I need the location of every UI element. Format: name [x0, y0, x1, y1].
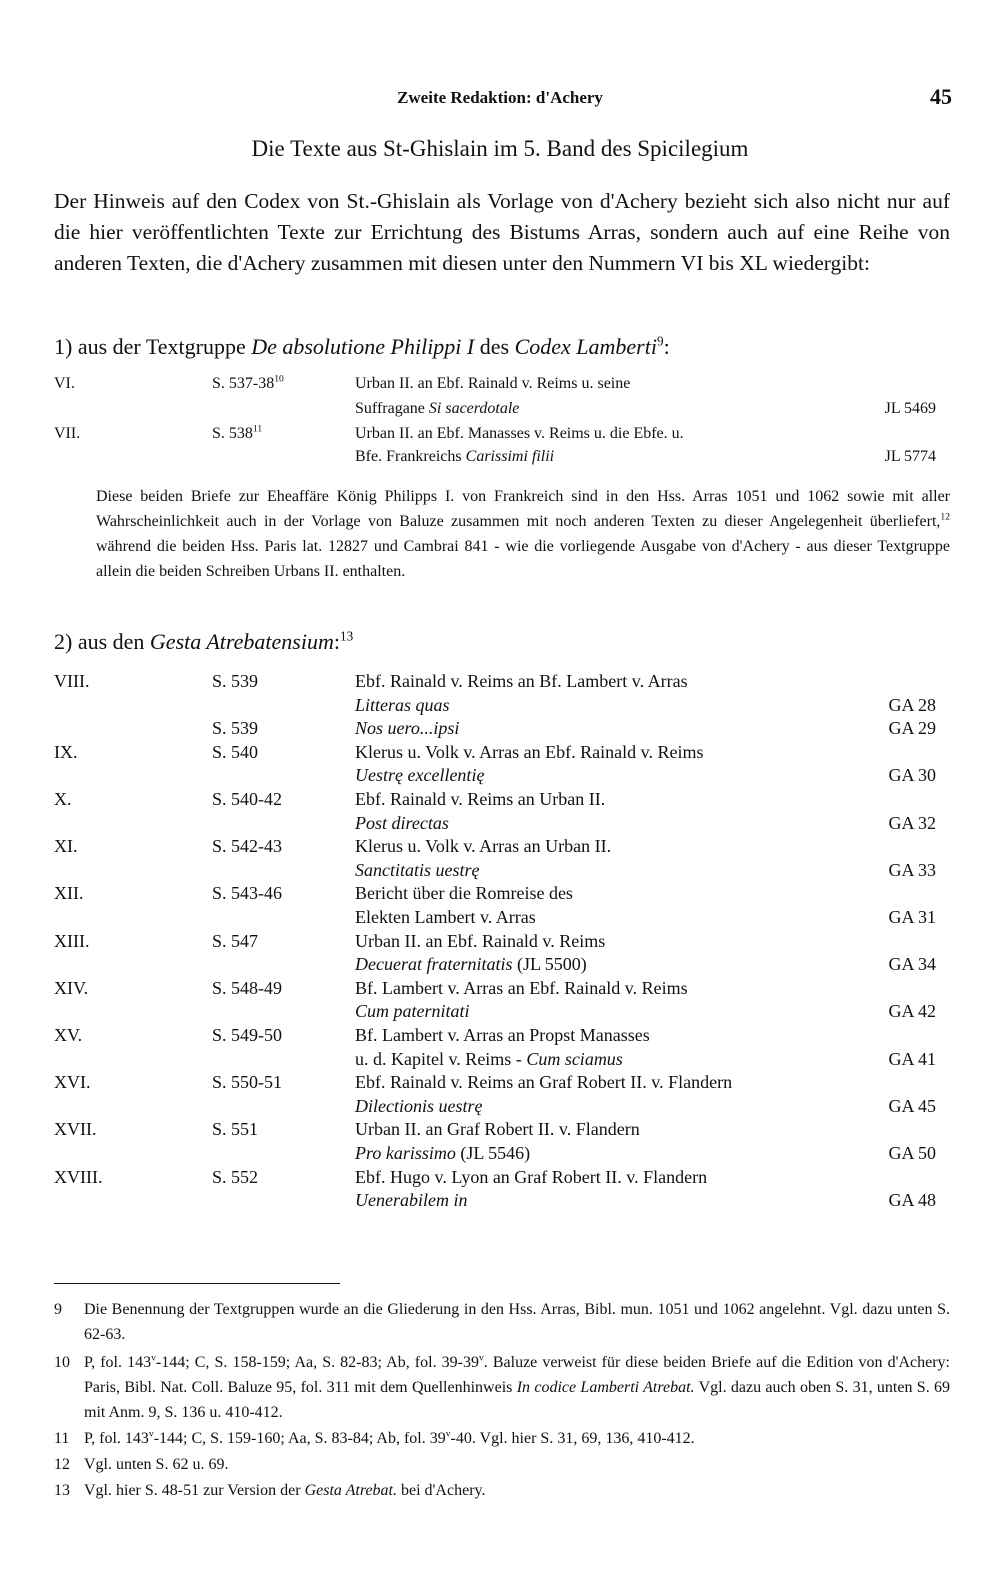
entry-reference: GA 30 [888, 765, 936, 786]
entry-description: Uestrę excellentię [355, 765, 485, 786]
entry-number: VII. [54, 425, 81, 442]
running-head [0, 84, 1000, 112]
footnote-13 [54, 1478, 950, 1503]
entry-description: Klerus u. Volk v. Arras an Urban II. [355, 836, 612, 857]
entry-number: X. [54, 789, 72, 809]
group1-heading [54, 334, 670, 360]
entry-description: Urban II. an Ebf. Rainald v. Reims [355, 930, 606, 951]
entry-page: S. 542-43 [212, 836, 283, 857]
entry-description: Bericht über die Romreise des [355, 883, 573, 904]
entry-description: u. d. Kapitel v. Reims - Cum sciamus [355, 1048, 623, 1069]
entry-page: S. 548-49 [212, 977, 283, 998]
footnote-number: 13 [54, 1482, 70, 1499]
footnote-10 [54, 1350, 950, 1425]
entry-page: S. 539 [212, 718, 259, 739]
page-number: 45 [930, 84, 952, 109]
group2-heading-prefix: 2) aus den [54, 629, 150, 654]
entry-page: S. 540-42 [212, 789, 283, 809]
entry-description: Urban II. an Ebf. Rainald v. Reims u. seine [355, 375, 631, 392]
entry-page: S. 549-50 [212, 1025, 283, 1045]
footnote-divider [54, 1283, 340, 1284]
entry-number: XIII. [54, 930, 90, 951]
group1-heading-italic-title: De absolutione Philippi I [251, 334, 475, 359]
entry-reference: GA 42 [888, 1001, 936, 1022]
entry-reference: GA 28 [888, 694, 936, 715]
group2-heading [54, 629, 353, 655]
entry-number: XIV. [54, 977, 89, 998]
footnote-ref-10[interactable]: 10 [274, 373, 284, 385]
footnote-ref-11[interactable]: 11 [252, 423, 263, 435]
entry-number: XVI. [54, 1072, 91, 1093]
entry-description: Sanctitatis uestrę [355, 859, 480, 880]
entry-reference: JL 5469 [884, 400, 936, 417]
footnote-number: 9 [54, 1301, 62, 1318]
entry-reference: GA 48 [888, 1190, 936, 1211]
footnote-12 [54, 1452, 950, 1477]
footnote-ref-9[interactable]: 9 [656, 333, 664, 349]
footnote-text: Die Benennung der Textgruppen wurde an die Gliederung in den Hss. Arras, Bibl. mun. 1051 und 1062 angelehnt. Vgl. dazu unten S. 62-63. [84, 1301, 950, 1343]
footnote-text: P, fol. 143$^v$-144; C, S. 158-159; Aa, S. 82-83; Ab, fol. 39-39$^v$. Baluze verweist für diese beiden Briefe auf die Edition von d'Achery: Paris, Bibl. Nat. Coll. Baluze 95, fol. 311 mit dem Quellenhinweis In codice Lamberti Atrebat. Vgl. dazu auch oben S. 31, unten S. 69 mit Anm. 9, S. 136 u. 410-412. [84, 1352, 951, 1421]
group1-heading-italic-codex: Codex Lamberti [514, 334, 657, 359]
entry-description: Klerus u. Volk v. Arras an Ebf. Rainald v. Reims [355, 741, 704, 762]
entry-description: Litteras quas [355, 694, 450, 715]
group1-heading-mid: des [474, 334, 515, 359]
entry-description: Ebf. Rainald v. Reims an Graf Robert II. v. Flandern [355, 1072, 733, 1093]
footnote-text: P, fol. 143$^v$-144; C, S. 159-160; Aa, S. 83-84; Ab, fol. 39$^v$-40. Vgl. hier S. 31, 69, 136, 410-412. [84, 1428, 695, 1447]
entry-reference: JL 5774 [884, 448, 936, 465]
footnote-number: 12 [54, 1456, 70, 1473]
group1-heading-prefix: 1) aus der Textgruppe [54, 334, 252, 359]
footnote-ref-12[interactable]: 12 [940, 511, 950, 523]
entry-reference: GA 29 [888, 718, 936, 739]
entry-reference: GA 33 [888, 859, 936, 880]
footnote-ref-13[interactable]: 13 [339, 628, 354, 644]
entry-reference: GA 45 [888, 1095, 936, 1116]
entry-description: Bf. Lambert v. Arras an Ebf. Rainald v. Reims [355, 977, 688, 998]
entry-description: Ebf. Rainald v. Reims an Urban II. [355, 789, 606, 809]
entry-description: Nos uero...ipsi [355, 718, 460, 739]
entry-description: Suffragane Si sacerdotale [355, 400, 520, 417]
running-head-title: Zweite Redaktion: d'Achery [397, 88, 603, 107]
entry-number: XII. [54, 883, 84, 904]
entry-reference: GA 41 [888, 1048, 936, 1069]
entry-description: Elekten Lambert v. Arras [355, 907, 536, 927]
entry-number: XVII. [54, 1119, 97, 1140]
entry-number: IX. [54, 741, 78, 762]
footnote-11 [54, 1426, 950, 1451]
entry-reference: GA 32 [888, 812, 936, 833]
entry-description: Uenerabilem in [355, 1190, 468, 1211]
section-title: Die Texte aus St-Ghislain im 5. Band des Spicilegium [251, 136, 749, 161]
entry-page: S. 547 [212, 930, 259, 951]
entry-description: Urban II. an Ebf. Manasses v. Reims u. die Ebfe. u. [355, 425, 684, 442]
entry-description: Cum paternitati [355, 1001, 470, 1022]
entry-page: S. 540 [212, 741, 259, 762]
footnote-text: Vgl. unten S. 62 u. 69. [84, 1456, 229, 1473]
entry-description: Dilectionis uestrę [355, 1095, 483, 1116]
entry-reference: GA 31 [888, 907, 936, 927]
entry-reference: GA 34 [888, 954, 936, 975]
entry-page: S. 552 [212, 1166, 259, 1187]
group2-heading-italic: Gesta Atrebatensium [149, 629, 334, 654]
entry-number: XVIII. [54, 1166, 103, 1187]
entry-description: Bf. Lambert v. Arras an Propst Manasses [355, 1025, 650, 1045]
entry-page: S. 550-51 [212, 1072, 283, 1093]
footnote-number: 10 [54, 1354, 70, 1371]
entry-description: Post directas [355, 812, 449, 833]
entry-description: Pro karissimo (JL 5546) [355, 1143, 531, 1163]
intro-paragraph: Der Hinweis auf den Codex von St.-Ghislain als Vorlage von d'Achery bezieht sich also nicht nur auf die hier veröffentlichten Texte zur Errichtung des Bistums Arras, sondern auch auf eine Reihe von anderen Texten, die d'Achery zusammen mit diesen unter den Nummern VI bis XL wiedergibt: [54, 189, 950, 275]
entry-number: VI. [54, 375, 75, 392]
entry-description: Bfe. Frankreichs Carissimi filii [355, 448, 555, 465]
entry-number: XI. [54, 836, 78, 857]
footnote-text: Vgl. hier S. 48-51 zur Version der Gesta Atrebat. bei d'Achery. [84, 1482, 486, 1499]
entry-description: Ebf. Hugo v. Lyon an Graf Robert II. v. Flandern [355, 1166, 708, 1187]
entry-number: XV. [54, 1025, 83, 1045]
group1-note: Diese beiden Briefe zur Eheaffäre König Philipps I. von Frankreich sind in den Hss. Arras 1051 und 1062 sowie mit aller Wahrscheinlichkeit auch in der Vorlage von Baluze zusammen mit noch anderen Texten zu dieser Angelegenheit überliefert,$^{12}$ während die beiden Hss. Paris lat. 12827 und Cambrai 841 - wie die vorliegende Ausgabe von d'Achery - aus dieser Textgruppe allein die beiden Schreiben Urbans II. enthalten. [96, 488, 950, 580]
entry-page: S. 543-46 [212, 883, 283, 904]
entry-page: S. $538^{11}$ [212, 423, 263, 442]
entry-reference: GA 50 [888, 1143, 936, 1163]
entry-description: Decuerat fraternitatis (JL 5500) [355, 954, 587, 975]
entry-number: VIII. [54, 671, 90, 691]
entry-page: S. 539 [212, 671, 259, 691]
group2-heading-suffix: : [333, 629, 340, 654]
entry-page: S. 551 [212, 1119, 259, 1140]
entry-page: S. $537-38^{10}$ [212, 373, 284, 392]
entry-description: Urban II. an Graf Robert II. v. Flandern [355, 1119, 640, 1140]
group1-heading-suffix: : [663, 334, 670, 359]
entry-description: Ebf. Rainald v. Reims an Bf. Lambert v. Arras [355, 671, 688, 691]
footnote-number: 11 [54, 1430, 70, 1447]
footnote-9 [54, 1297, 950, 1347]
